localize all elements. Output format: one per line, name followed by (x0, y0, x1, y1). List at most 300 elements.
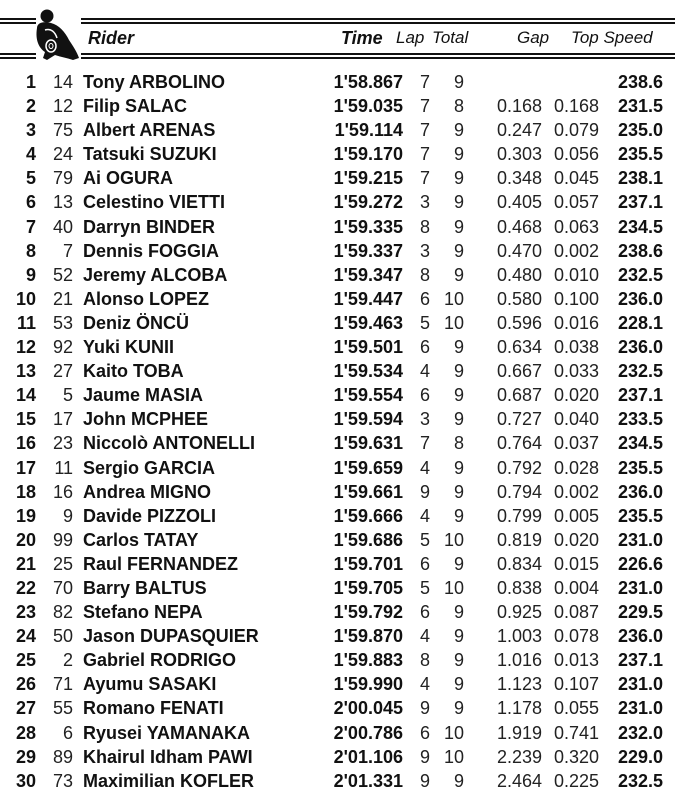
top-speed: 232.5 (617, 361, 663, 382)
rider-number: 50 (52, 626, 73, 647)
top-speed: 231.5 (617, 96, 663, 117)
table-row (0, 118, 675, 142)
lap-time: 1'59.659 (333, 457, 403, 478)
top-speed: 236.0 (617, 481, 663, 502)
table-header (0, 0, 675, 62)
rider-number: 7 (62, 240, 73, 261)
table-row (0, 166, 675, 190)
gap-to-first: 1.919 (496, 722, 542, 743)
rider-number: 16 (52, 481, 73, 502)
total-laps: 10 (443, 746, 464, 767)
lap-number: 3 (419, 192, 430, 213)
rider-name: Kaito TOBA (83, 361, 184, 382)
gap-to-previous: 0.055 (553, 698, 599, 719)
rider-name: Tony ARBOLINO (83, 72, 225, 92)
column-header-lap: Lap (396, 28, 425, 47)
rider-number: 99 (52, 529, 73, 550)
position: 8 (25, 240, 36, 261)
position: 27 (15, 698, 36, 719)
lap-time: 1'58.867 (333, 72, 403, 92)
total-laps: 8 (453, 433, 464, 454)
lap-time: 1'59.661 (333, 481, 403, 502)
gap-to-previous: 0.063 (553, 216, 599, 237)
gap-to-previous: 0.020 (553, 529, 599, 550)
position: 24 (15, 626, 36, 647)
gap-to-first: 0.687 (496, 385, 542, 406)
rider-name: Filip SALAC (83, 96, 187, 117)
position: 28 (15, 722, 36, 743)
gap-to-first: 0.838 (496, 577, 542, 598)
header-bottom-rule (81, 53, 675, 55)
gap-to-previous: 0.004 (553, 577, 599, 598)
rider-name: Celestino VIETTI (83, 192, 226, 213)
top-speed: 231.0 (617, 529, 663, 550)
lap-time: 1'59.990 (333, 674, 403, 695)
position: 2 (25, 96, 36, 117)
rider-name: Ai OGURA (83, 168, 173, 189)
lap-time: 1'59.347 (333, 264, 403, 285)
position: 5 (25, 168, 36, 189)
rider-name: Dennis FOGGIA (83, 240, 220, 261)
rider-number: 73 (52, 770, 73, 791)
motorcycle-rider-icon (33, 8, 83, 62)
top-speed: 229.0 (617, 746, 663, 767)
total-laps: 9 (453, 505, 464, 526)
lap-time: 1'59.594 (333, 409, 403, 430)
gap-to-first: 0.405 (496, 192, 542, 213)
gap-to-previous: 0.168 (553, 96, 599, 117)
lap-number: 4 (419, 361, 430, 382)
lap-time: 2'01.106 (333, 746, 403, 767)
table-row (0, 504, 675, 528)
gap-to-first: 1.016 (496, 650, 542, 671)
lap-time: 1'59.463 (333, 312, 403, 333)
top-speed: 236.0 (617, 337, 663, 358)
table-row (0, 383, 675, 407)
rider-name: Sergio GARCIA (83, 457, 216, 478)
lap-time: 1'59.337 (333, 240, 403, 261)
top-speed: 229.5 (617, 602, 663, 623)
table-row (0, 94, 675, 118)
gap-to-first: 0.303 (496, 144, 542, 165)
table-row (0, 576, 675, 600)
rider-name: Darryn BINDER (83, 216, 216, 237)
table-row (0, 311, 675, 335)
table-row (0, 672, 675, 696)
gap-to-previous: 0.002 (553, 481, 599, 502)
position: 15 (15, 409, 36, 430)
total-laps: 10 (443, 577, 464, 598)
column-header-total: Total (432, 28, 469, 47)
gap-to-previous: 0.033 (553, 361, 599, 382)
table-row (0, 215, 675, 239)
header-top-rule (0, 18, 36, 20)
rider-name: Raul FERNANDEZ (83, 553, 239, 574)
table-row (0, 142, 675, 166)
position: 17 (15, 457, 36, 478)
gap-to-first: 0.348 (496, 168, 542, 189)
rider-number: 82 (52, 602, 73, 623)
table-row (0, 600, 675, 624)
lap-number: 5 (419, 529, 430, 550)
top-speed: 234.5 (617, 216, 663, 237)
rider-name: Khairul Idham PAWI (83, 746, 253, 767)
lap-number: 4 (419, 457, 430, 478)
position: 25 (15, 650, 36, 671)
gap-to-previous: 0.057 (553, 192, 599, 213)
top-speed: 237.1 (617, 650, 663, 671)
results-table (0, 70, 675, 793)
gap-to-previous: 0.005 (553, 505, 599, 526)
top-speed: 231.0 (617, 698, 663, 719)
total-laps: 9 (453, 168, 464, 189)
rider-name: Yuki KUNII (83, 337, 175, 358)
table-row (0, 407, 675, 431)
gap-to-previous: 0.079 (553, 120, 599, 141)
top-speed: 231.0 (617, 577, 663, 598)
lap-number: 7 (419, 144, 430, 165)
column-header-gap: Gap (517, 28, 550, 47)
rider-name: Deniz ÖNCÜ (83, 312, 190, 333)
lap-number: 9 (419, 481, 430, 502)
top-speed: 235.5 (617, 457, 663, 478)
top-speed: 237.1 (617, 192, 663, 213)
rider-number: 92 (52, 337, 73, 358)
gap-to-previous: 0.002 (553, 240, 599, 261)
lap-number: 5 (419, 312, 430, 333)
column-header-top-speed: Top Speed (571, 28, 653, 47)
lap-number: 6 (419, 722, 430, 743)
header-top-rule (0, 22, 36, 24)
top-speed: 235.5 (617, 144, 663, 165)
rider-number: 6 (62, 722, 73, 743)
position: 30 (15, 770, 36, 791)
lap-number: 7 (419, 96, 430, 117)
lap-time: 1'59.870 (333, 626, 403, 647)
top-speed: 238.6 (617, 240, 663, 261)
total-laps: 9 (453, 457, 464, 478)
lap-number: 9 (419, 698, 430, 719)
lap-number: 5 (419, 577, 430, 598)
lap-time: 1'59.215 (333, 168, 403, 189)
position: 19 (15, 505, 36, 526)
top-speed: 237.1 (617, 385, 663, 406)
table-row (0, 263, 675, 287)
top-speed: 228.1 (617, 312, 663, 333)
rider-number: 55 (52, 698, 73, 719)
lap-time: 1'59.035 (333, 96, 403, 117)
header-bottom-rule (0, 57, 36, 59)
table-row (0, 745, 675, 769)
total-laps: 9 (453, 361, 464, 382)
gap-to-previous: 0.015 (553, 553, 599, 574)
rider-number: 11 (54, 457, 73, 478)
gap-to-previous: 0.016 (553, 312, 599, 333)
gap-to-previous: 0.078 (553, 626, 599, 647)
top-speed: 235.5 (617, 505, 663, 526)
gap-to-first: 1.003 (496, 626, 542, 647)
position: 13 (15, 361, 36, 382)
lap-number: 4 (419, 674, 430, 695)
lap-number: 3 (419, 240, 430, 261)
header-bottom-rule (81, 57, 675, 59)
lap-number: 6 (419, 553, 430, 574)
rider-number: 71 (52, 674, 73, 695)
gap-to-previous: 0.056 (553, 144, 599, 165)
gap-to-previous: 0.320 (553, 746, 599, 767)
header-top-rule (81, 22, 675, 24)
table-row (0, 335, 675, 359)
rider-number: 23 (52, 433, 73, 454)
total-laps: 9 (453, 650, 464, 671)
table-row (0, 287, 675, 311)
gap-to-first: 0.764 (496, 433, 542, 454)
top-speed: 232.5 (617, 770, 663, 791)
gap-to-previous: 0.087 (553, 602, 599, 623)
header-bottom-rule (0, 53, 36, 55)
top-speed: 231.0 (617, 674, 663, 695)
rider-number: 17 (52, 409, 73, 430)
position: 20 (15, 529, 36, 550)
table-row (0, 239, 675, 263)
table-row (0, 456, 675, 480)
gap-to-first: 0.819 (496, 529, 542, 550)
table-row (0, 769, 675, 793)
rider-number: 13 (52, 192, 73, 213)
rider-name: John MCPHEE (83, 409, 209, 430)
table-row (0, 528, 675, 552)
lap-number: 7 (419, 72, 430, 92)
rider-name: Ryusei YAMANAKA (83, 722, 251, 743)
lap-time: 1'59.501 (333, 337, 403, 358)
lap-time: 1'59.114 (334, 120, 403, 141)
position: 18 (15, 481, 36, 502)
lap-time: 1'59.447 (333, 288, 403, 309)
top-speed: 236.0 (617, 626, 663, 647)
gap-to-previous: 0.107 (553, 674, 599, 695)
table-row (0, 359, 675, 383)
position: 26 (15, 674, 36, 695)
rider-name: Alonso LOPEZ (83, 288, 209, 309)
rider-name: Jason DUPASQUIER (83, 626, 259, 647)
lap-number: 9 (419, 746, 430, 767)
rider-number: 14 (52, 72, 73, 92)
lap-number: 7 (419, 120, 430, 141)
rider-name: Niccolò ANTONELLI (83, 433, 256, 454)
lap-time: 1'59.554 (333, 385, 403, 406)
top-speed: 236.0 (617, 288, 663, 309)
lap-time: 1'59.705 (333, 577, 403, 598)
rider-name: Tatsuki SUZUKI (83, 144, 217, 165)
total-laps: 9 (453, 698, 464, 719)
lap-number: 8 (419, 264, 430, 285)
top-speed: 232.0 (617, 722, 663, 743)
total-laps: 9 (453, 240, 464, 261)
position: 1 (25, 72, 36, 92)
lap-time: 1'59.666 (333, 505, 403, 526)
total-laps: 9 (453, 409, 464, 430)
gap-to-first: 1.123 (496, 674, 542, 695)
total-laps: 9 (453, 602, 464, 623)
rider-number: 52 (52, 264, 73, 285)
total-laps: 9 (453, 770, 464, 791)
top-speed: 234.5 (617, 433, 663, 454)
position: 16 (15, 433, 36, 454)
position: 11 (16, 312, 36, 333)
gap-to-first: 0.470 (496, 240, 542, 261)
rider-name: Ayumu SASAKI (83, 674, 217, 695)
lap-number: 8 (419, 650, 430, 671)
table-row (0, 190, 675, 214)
lap-number: 7 (419, 433, 430, 454)
lap-number: 3 (419, 409, 430, 430)
lap-number: 4 (419, 626, 430, 647)
top-speed: 232.5 (617, 264, 663, 285)
top-speed: 226.6 (617, 553, 663, 574)
table-row (0, 624, 675, 648)
column-header-rider: Rider (88, 28, 135, 48)
lap-number: 6 (419, 288, 430, 309)
lap-number: 7 (419, 168, 430, 189)
rider-name: Davide PIZZOLI (83, 505, 217, 526)
rider-number: 9 (62, 505, 73, 526)
header-top-rule (81, 18, 675, 20)
lap-number: 4 (419, 505, 430, 526)
position: 3 (25, 120, 36, 141)
gap-to-first: 1.178 (496, 698, 542, 719)
gap-to-first: 0.580 (496, 288, 542, 309)
total-laps: 9 (453, 192, 464, 213)
lap-time: 1'59.686 (333, 529, 403, 550)
gap-to-first: 0.634 (496, 337, 542, 358)
position: 6 (25, 192, 36, 213)
rider-number: 24 (52, 144, 73, 165)
position: 4 (25, 144, 36, 165)
lap-number: 9 (419, 770, 430, 791)
total-laps: 9 (453, 626, 464, 647)
gap-to-first: 0.468 (496, 216, 542, 237)
rider-number: 12 (52, 96, 73, 117)
gap-to-first: 2.239 (496, 746, 542, 767)
position: 10 (15, 288, 36, 309)
gap-to-previous: 0.037 (553, 433, 599, 454)
lap-time: 1'59.335 (333, 216, 403, 237)
gap-to-first: 0.792 (496, 457, 542, 478)
lap-number: 6 (419, 337, 430, 358)
rider-name: Jaume MASIA (83, 385, 204, 406)
gap-to-previous: 0.040 (553, 409, 599, 430)
table-row (0, 648, 675, 672)
lap-time: 2'00.786 (333, 722, 403, 743)
total-laps: 9 (453, 385, 464, 406)
gap-to-previous: 0.225 (553, 770, 599, 791)
gap-to-previous: 0.013 (553, 650, 599, 671)
top-speed: 238.6 (617, 72, 663, 92)
rider-number: 70 (52, 577, 73, 598)
position: 12 (15, 337, 36, 358)
rider-number: 89 (52, 746, 73, 767)
position: 23 (15, 602, 36, 623)
gap-to-previous: 0.010 (553, 264, 599, 285)
rider-number: 2 (62, 650, 73, 671)
top-speed: 238.1 (617, 168, 663, 189)
table-row (0, 480, 675, 504)
lap-time: 1'59.170 (333, 144, 403, 165)
rider-name: Albert ARENAS (83, 120, 216, 141)
top-speed: 235.0 (617, 120, 663, 141)
column-header-time: Time (341, 28, 383, 48)
table-row (0, 552, 675, 576)
gap-to-previous: 0.045 (553, 168, 599, 189)
rider-number: 53 (52, 312, 73, 333)
gap-to-previous: 0.100 (553, 288, 599, 309)
total-laps: 9 (453, 481, 464, 502)
gap-to-first: 0.925 (496, 602, 542, 623)
gap-to-previous: 0.038 (553, 337, 599, 358)
lap-time: 2'00.045 (333, 698, 403, 719)
gap-to-first: 0.247 (496, 120, 542, 141)
total-laps: 10 (443, 288, 464, 309)
total-laps: 10 (443, 722, 464, 743)
rider-number: 25 (52, 553, 73, 574)
table-row (0, 431, 675, 455)
lap-time: 1'59.272 (333, 192, 403, 213)
lap-time: 2'01.331 (333, 770, 403, 791)
rider-name: Barry BALTUS (83, 577, 207, 598)
rider-number: 21 (52, 288, 73, 309)
total-laps: 9 (453, 337, 464, 358)
lap-number: 6 (419, 602, 430, 623)
total-laps: 8 (453, 96, 464, 117)
total-laps: 10 (443, 529, 464, 550)
gap-to-first: 0.667 (496, 361, 542, 382)
total-laps: 9 (453, 120, 464, 141)
rider-name: Gabriel RODRIGO (83, 650, 237, 671)
lap-number: 8 (419, 216, 430, 237)
gap-to-previous: 0.741 (553, 722, 599, 743)
position: 7 (25, 216, 36, 237)
gap-to-first: 0.480 (496, 264, 542, 285)
lap-time: 1'59.883 (333, 650, 403, 671)
rider-name: Stefano NEPA (83, 602, 203, 623)
total-laps: 9 (453, 144, 464, 165)
rider-name: Andrea MIGNO (83, 481, 212, 502)
table-row (0, 696, 675, 720)
gap-to-previous: 0.028 (553, 457, 599, 478)
total-laps: 9 (453, 674, 464, 695)
rider-number: 27 (52, 361, 73, 382)
total-laps: 9 (453, 553, 464, 574)
lap-time: 1'59.792 (333, 602, 403, 623)
gap-to-first: 0.727 (496, 409, 542, 430)
rider-name: Romano FENATI (83, 698, 224, 719)
rider-number: 75 (52, 120, 73, 141)
rider-number: 5 (62, 385, 73, 406)
gap-to-first: 0.834 (496, 553, 542, 574)
gap-to-first: 2.464 (496, 770, 542, 791)
rider-number: 79 (52, 168, 73, 189)
gap-to-first: 0.799 (496, 505, 542, 526)
lap-time: 1'59.701 (333, 553, 403, 574)
gap-to-first: 0.794 (496, 481, 542, 502)
rider-name: Maximilian KOFLER (83, 770, 255, 791)
gap-to-previous: 0.020 (553, 385, 599, 406)
rider-name: Carlos TATAY (83, 529, 199, 550)
position: 29 (15, 746, 36, 767)
top-speed: 233.5 (617, 409, 663, 430)
position: 21 (15, 553, 36, 574)
total-laps: 9 (453, 264, 464, 285)
